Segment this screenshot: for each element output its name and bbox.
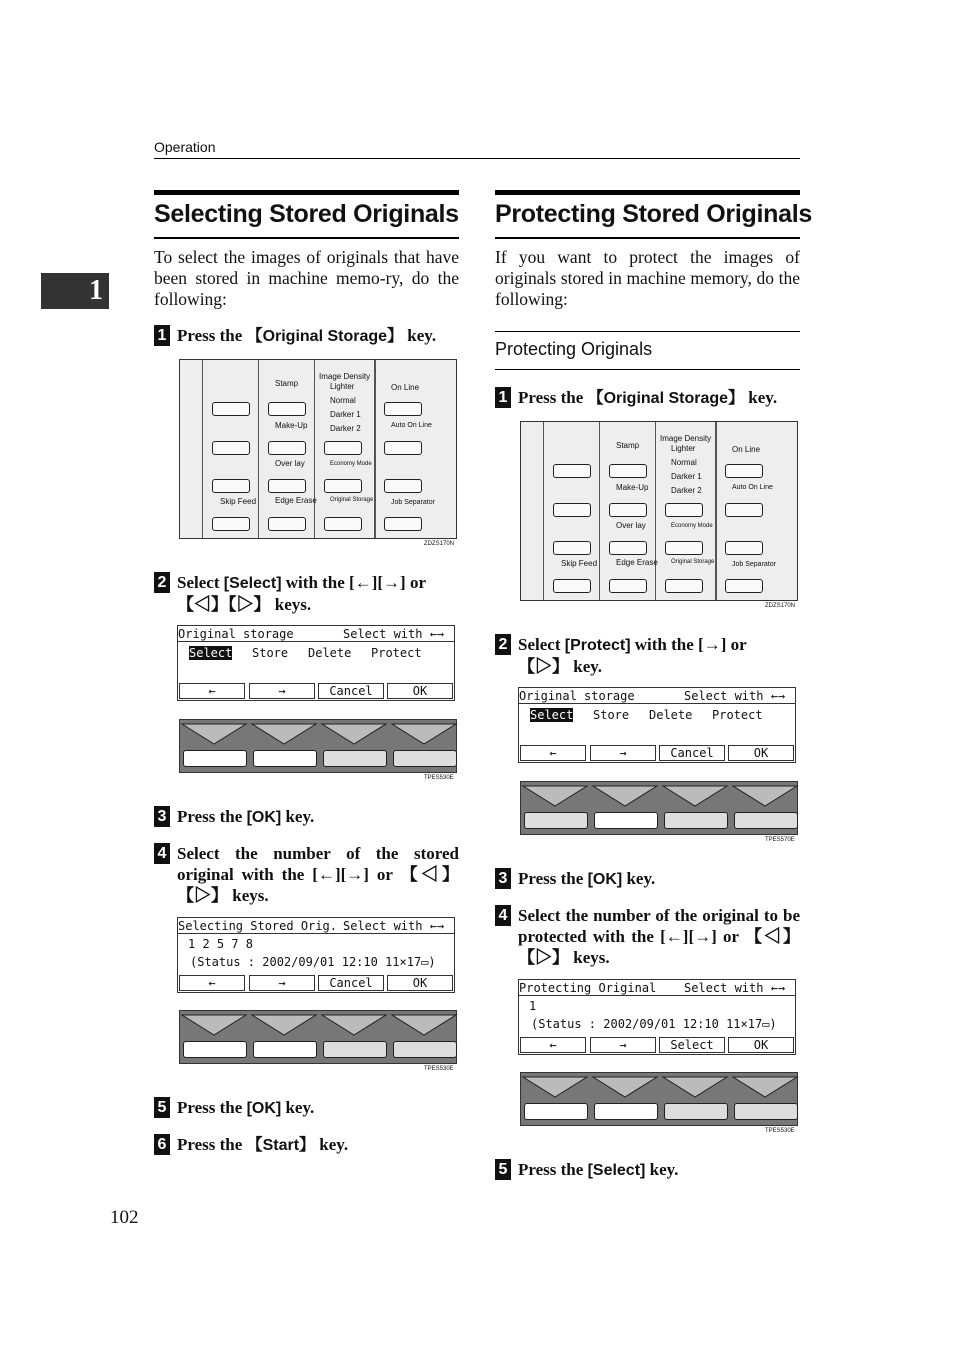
lcd-original-storage: Original storage Select with ←→ Select Store Delete Protect ← → Cancel OK bbox=[518, 687, 796, 763]
left-title: Selecting Stored Originals bbox=[154, 200, 459, 228]
step-number: 1 bbox=[154, 325, 170, 346]
tab-select[interactable]: Select bbox=[189, 646, 233, 660]
selection-keys bbox=[520, 1072, 798, 1126]
lcd-protecting-original: Protecting Original Select with ←→ 1 (Status : 2002/09/01 12:10 11×17▭) ← → Select OK bbox=[518, 979, 796, 1055]
right-step-5: 5 Press the [Select] key. bbox=[495, 1159, 800, 1180]
cancel-button[interactable]: Cancel bbox=[318, 683, 384, 699]
subtitle-rule-bottom bbox=[495, 369, 800, 370]
header-rule bbox=[154, 158, 800, 159]
chapter-tab: 1 bbox=[41, 273, 109, 309]
left-step-5: 5 Press the [OK] key. bbox=[154, 1097, 459, 1118]
right-step-2: 2 Select [Protect] with the [→] or 【▷】 key. bbox=[495, 634, 800, 676]
left-step-3: 3 Press the [OK] key. bbox=[154, 806, 459, 827]
right-title-rule bbox=[495, 237, 800, 239]
subtitle-rule-top bbox=[495, 331, 800, 332]
selection-keys bbox=[179, 719, 457, 773]
left-title-rule bbox=[154, 237, 459, 239]
left-step-1: 1 Press the 【Original Storage】 key. bbox=[154, 325, 459, 346]
lcd-original-storage: Original storage Select with ←→ Select Store Delete Protect ← → Cancel OK bbox=[177, 625, 455, 701]
left-intro: To select the images of originals that have been stored in machine memo-ry, do the following: bbox=[154, 247, 459, 309]
stored-numbers[interactable]: 1 2 5 7 8 bbox=[188, 937, 254, 951]
right-step-4: 4 Select the number of the original to be protected with the [←][→] or 【◁】【▷】 keys. bbox=[495, 905, 800, 968]
lcd-selecting-stored: Selecting Stored Orig. Select with ←→ 1 2 5 7 8 (Status : 2002/09/01 12:10 11×17▭) ← → Cancel OK bbox=[177, 917, 455, 993]
right-arrow-button[interactable]: → bbox=[249, 683, 315, 699]
right-subtitle: Protecting Originals bbox=[495, 339, 653, 359]
right-intro: If you want to protect the images of originals stored in machine memory, do the following: bbox=[495, 247, 800, 309]
right-title: Protecting Stored Originals bbox=[495, 200, 812, 228]
left-title-bar bbox=[154, 190, 459, 195]
selection-keys bbox=[179, 1010, 457, 1064]
selection-keys bbox=[520, 781, 798, 835]
tab-delete[interactable]: Delete bbox=[308, 646, 352, 660]
right-step-1: 1 Press the 【Original Storage】 key. bbox=[495, 387, 800, 408]
control-panel-image: Stamp Make-Up Over lay Skip Feed Edge Erase Image Density Lighter Normal Darker 1 Darker 2 Economy Mode Original Storage On Line Auto On Line Job Separator bbox=[520, 421, 798, 601]
left-step-4: 4 Select the number of the stored original with the [←][→] or 【◁】【▷】 keys. bbox=[154, 843, 459, 906]
right-title-bar bbox=[495, 190, 800, 195]
right-step-3: 3 Press the [OK] key. bbox=[495, 868, 800, 889]
tab-protect[interactable]: Protect bbox=[371, 646, 422, 660]
left-step-6: 6 Press the 【Start】 key. bbox=[154, 1134, 459, 1155]
control-panel-image: Stamp Make-Up Over lay Skip Feed Edge Erase Image Density Lighter Normal Darker 1 Darker 2 Economy Mode Original Storage On Line Auto On Line Job Separator bbox=[179, 359, 457, 539]
page-number: 102 bbox=[110, 1207, 139, 1228]
status-line: (Status : 2002/09/01 12:10 11×17▭) bbox=[190, 955, 436, 969]
ok-button[interactable]: OK bbox=[387, 683, 453, 699]
figure-code: ZDZS170N bbox=[424, 541, 455, 547]
running-header: Operation bbox=[154, 139, 216, 155]
left-step-2: 2 Select [Select] with the [←][→] or 【◁】【▷】 keys. bbox=[154, 572, 459, 614]
tab-store[interactable]: Store bbox=[252, 646, 289, 660]
left-arrow-button[interactable]: ← bbox=[179, 683, 245, 699]
